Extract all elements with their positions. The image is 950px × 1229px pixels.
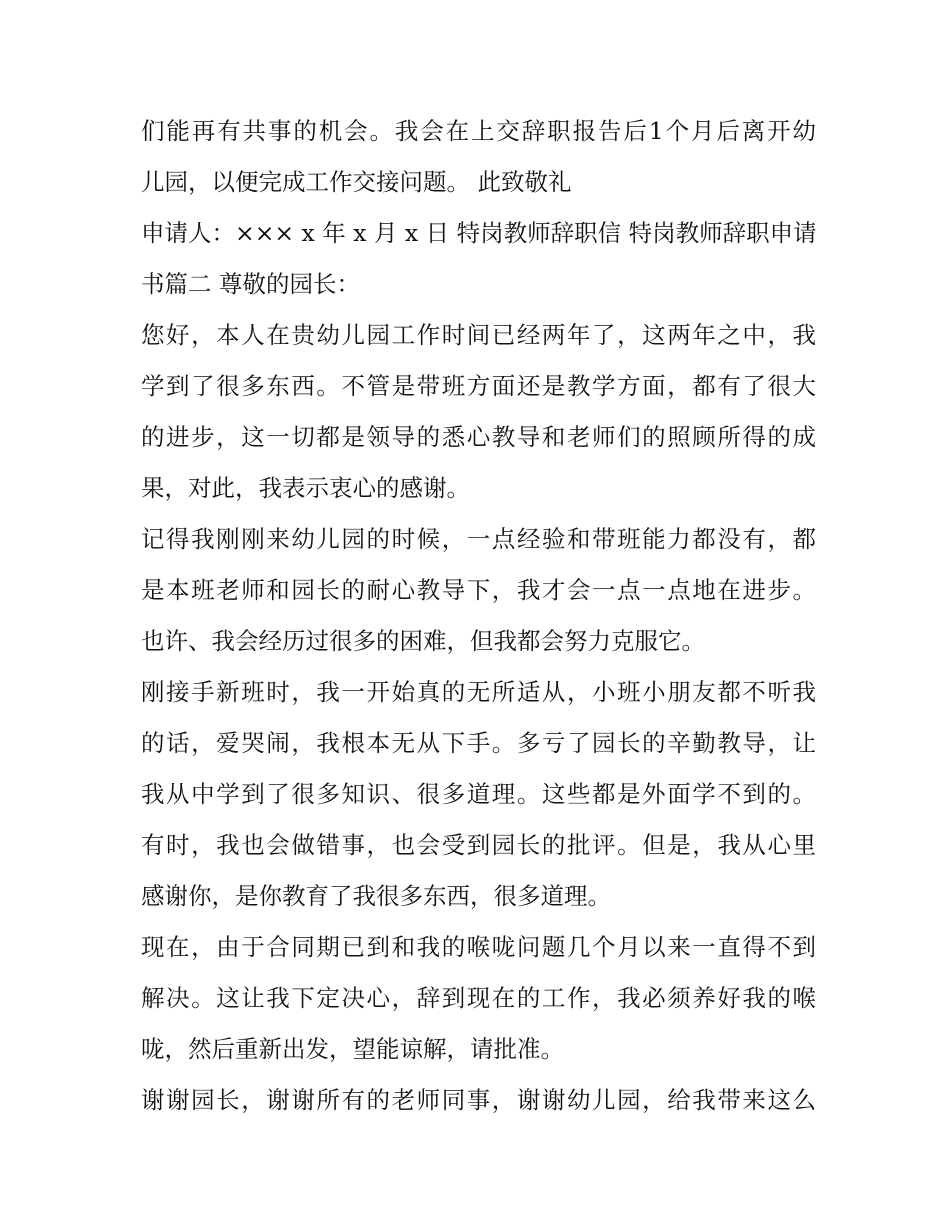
text-line: 的话，爱哭闹，我根本无从下手。多亏了园长的辛勤教导，让: [141, 729, 816, 757]
text-line: 您好，本人在贵幼儿园工作时间已经两年了，这两年之中，我: [141, 321, 816, 349]
text-line: 学到了很多东西。不管是带班方面还是教学方面，都有了很大: [141, 372, 816, 400]
text-line: 书篇二 尊敬的园长：: [141, 270, 360, 298]
text-line: 是本班老师和园长的耐心教导下，我才会一点一点地在进步。: [141, 576, 816, 604]
text-line: 现在，由于合同期已到和我的喉咙问题几个月以来一直得不到: [141, 933, 816, 961]
text-line: 咙，然后重新出发，望能谅解，请批准。: [141, 1035, 564, 1063]
text-line: 我从中学到了很多知识、很多道理。这些都是外面学不到的。: [141, 780, 816, 808]
text-line: 感谢你，是你教育了我很多东西，很多道理。: [141, 882, 611, 910]
letter-body: [141, 106, 816, 1126]
text-line: 谢谢园长，谢谢所有的老师同事，谢谢幼儿园，给我带来这么: [141, 1086, 816, 1114]
text-line: 解决。这让我下定决心，辞到现在的工作，我必须养好我的喉: [141, 984, 816, 1012]
text-line: 果，对此，我表示衷心的感谢。: [141, 474, 470, 502]
text-line: 有时，我也会做错事，也会受到园长的批评。但是，我从心里: [141, 831, 816, 859]
text-line: 刚接手新班时，我一开始真的无所适从，小班小朋友都不听我: [141, 678, 816, 706]
text-line: 的进步，这一切都是领导的悉心教导和老师们的照顾所得的成: [141, 423, 816, 451]
text-line: 们能再有共事的机会。我会在上交辞职报告后1个月后离开幼: [141, 117, 816, 145]
text-line: 儿园，以便完成工作交接问题。 此致敬礼: [141, 168, 572, 196]
text-line: 申请人：××× x 年 x 月 x 日 特岗教师辞职信 特岗教师辞职申请: [141, 219, 817, 247]
text-line: 记得我刚刚来幼儿园的时候，一点经验和带班能力都没有，都: [141, 525, 816, 553]
text-line: 也许、我会经历过很多的困难，但我都会努力克服它。: [141, 627, 705, 655]
